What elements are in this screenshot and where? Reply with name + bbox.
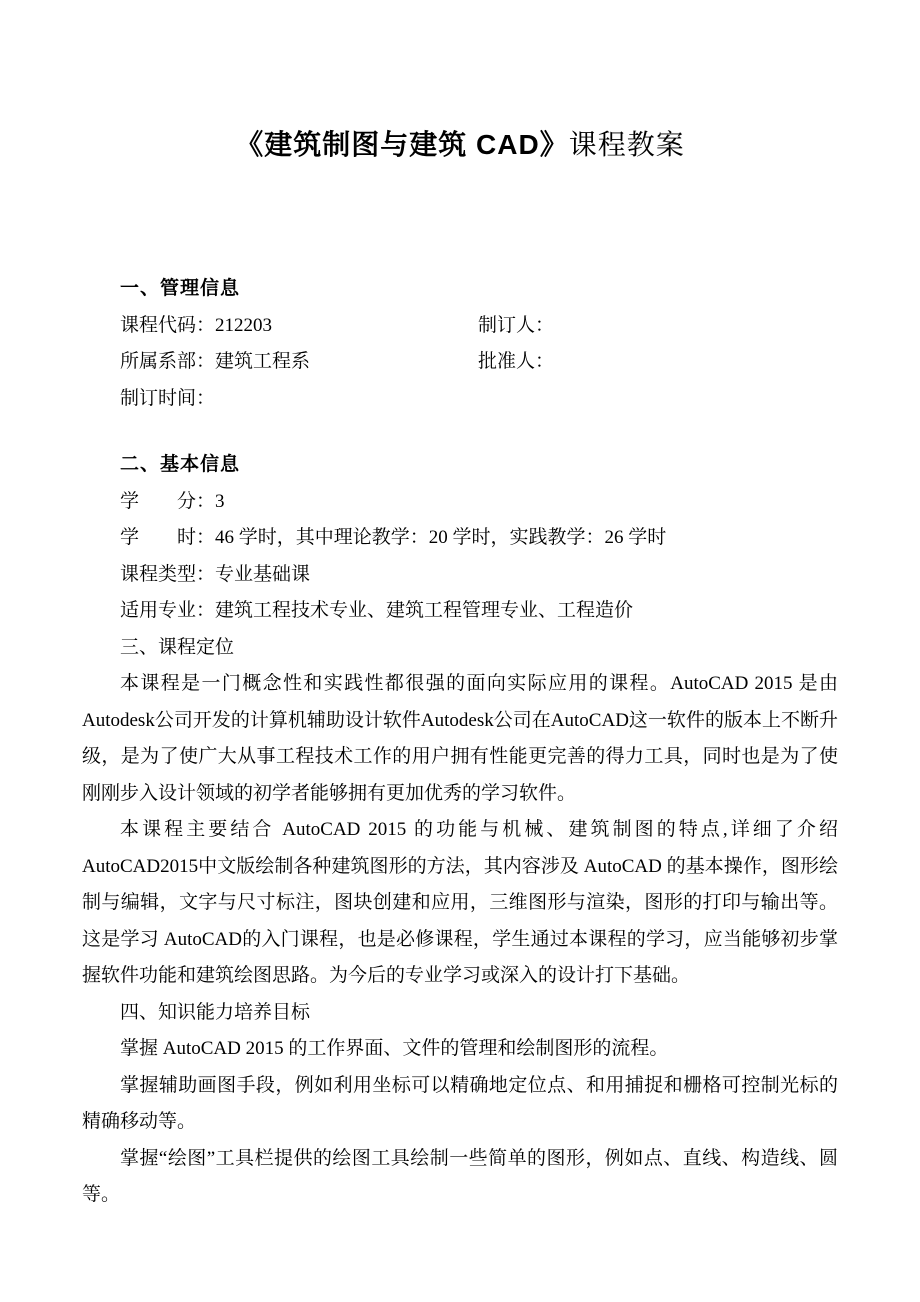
section4-heading: 四、知识能力培养目标: [120, 1001, 311, 1023]
title-suffix: 课程教案: [568, 130, 685, 161]
course-type-line: 课程类型：专业基础课: [120, 563, 311, 585]
section-training-goals: [82, 995, 838, 1214]
info-row-draft-date: [82, 381, 838, 418]
department-label: 所属系部：建筑工程系: [120, 351, 311, 372]
credits-line: 学 分：3: [120, 490, 225, 512]
approver-label: 批准人：: [478, 351, 555, 372]
section-course-positioning: [82, 630, 838, 995]
majors-line: 适用专业：建筑工程技术专业、建筑工程管理专业、工程造价: [120, 600, 634, 621]
hours-line: 学 时：46 学时，其中理论教学：20 学时，实践教学：26 学时: [120, 527, 667, 548]
drafter-label: 制订人：: [478, 314, 555, 336]
course-code-label: 课程代码：212203: [120, 314, 273, 336]
draft-date-label: 制订时间：: [120, 387, 216, 409]
goal-paragraph-3: 掌握“绘图”工具栏提供的绘图工具绘制一些简单的图形，例如点、直线、构造线、圆等。: [82, 1147, 838, 1205]
info-row-course-code: [82, 308, 838, 345]
section2-heading: 二、基本信息: [120, 454, 241, 475]
goal-paragraph-1: 掌握 AutoCAD 2015 的工作界面、文件的管理和绘制图形的流程。: [120, 1038, 669, 1059]
section1-heading: 一、管理信息: [120, 278, 241, 299]
positioning-paragraph-1: 本课程是一门概念性和实践性都很强的面向实际应用的课程。AutoCAD 2015 是由Autodesk公司开发的计算机辅助设计软件Autodesk公司在AutoCAD这一软件的版本上不断升级，是为了使广大从事工程技术工作的用户拥有性能更完善的得力工具，同时也是为了使刚刚步入设计领域的初学者能够拥有更加优秀的学习软件。: [82, 673, 838, 804]
section-basic-info: [82, 447, 838, 630]
section-admin-info: [82, 271, 838, 417]
title-book-name: 《建筑制图与建筑 CAD》: [235, 129, 569, 160]
info-row-department: [82, 344, 838, 381]
positioning-paragraph-2: 本课程主要结合 AutoCAD 2015 的功能与机械、建筑制图的特点,详细了介绍 AutoCAD2015中文版绘制各种建筑图形的方法，其内容涉及 AutoCAD 的基本操作，图形绘制与编辑，文字与尺寸标注，图块创建和应用，三维图形与渲染，图形的打印与输出等。这是学习 AutoCAD的入门课程，也是必修课程，学生通过本课程的学习，应当能够初步掌握软件功能和建筑绘图思路。为今后的专业学习或深入的设计打下基础。: [82, 819, 838, 986]
section3-heading: 三、课程定位: [120, 636, 235, 658]
goal-paragraph-2: 掌握辅助画图手段，例如利用坐标可以精确地定位点、和用捕捉和栅格可控制光标的精确移动等。: [82, 1074, 838, 1132]
document-title: [82, 0, 838, 167]
